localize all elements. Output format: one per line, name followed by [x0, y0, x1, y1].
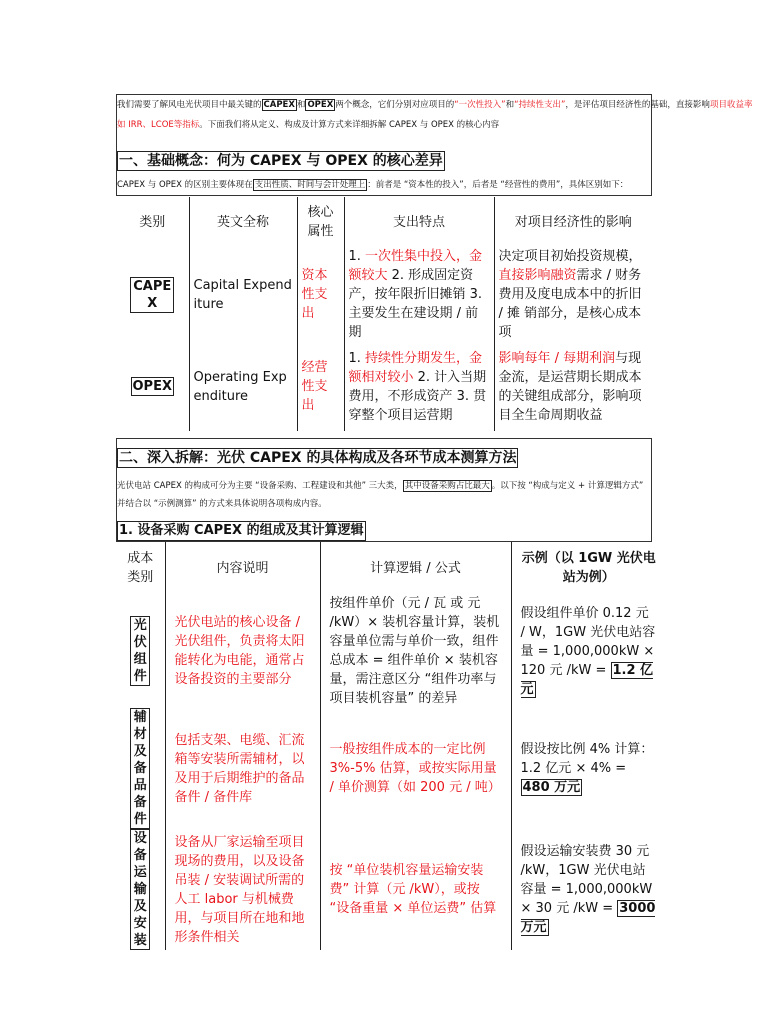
capex-opex-comparison-table — [116, 197, 652, 431]
section-1-heading: 一、基础概念：何为 CAPEX 与 OPEX 的核心差异 — [119, 153, 443, 169]
section-2-paragraph: 光伏电站 CAPEX 的构成可分为主要 “设备采购、工程建设和其他” 三大类， 其中设备采购占比最大 。以下按 “构成与定义 + 计算逻辑方式” 并结合以 “示例测算” 的方式来具体说明各项构成内容。 — [117, 481, 644, 509]
cost-category: 光伏组件 — [130, 616, 150, 686]
section-2-heading: 二、深入拆解：光伏 CAPEX 的具体构成及各环节成本测算方法 — [119, 450, 517, 466]
section-2 — [116, 438, 652, 542]
capex-term: CAPEX — [263, 100, 295, 110]
content-description: 设备从厂家运输至项目现场的费用，以及设备吊装 / 安装调试所需的人工 labor 与机械费用，与项目所在地和地形条件相关 — [165, 829, 320, 950]
intro-line-1: 我们需要了解风电光伏项目中最关键的 CAPEX 和 OPEX 两个概念，它们分别对应项目的“一次性投入”和“持续性支出”，是评估项目经济性的基础，直接影响项目收益率 — [117, 100, 753, 110]
opex-label: OPEX — [132, 379, 172, 394]
table-header-cell: 对项目经济性的影响 — [514, 214, 632, 230]
table-header-row — [116, 197, 652, 247]
table-header-cell: 核心属性 — [297, 197, 344, 247]
english-name: Operating Expenditure — [189, 342, 297, 431]
equipment-capex-table — [116, 542, 666, 950]
content-description: 包括支架、电缆、汇流箱等安装所需辅材，以及用于后期维护的备品备件 / 备件库 — [165, 708, 320, 829]
table-row — [116, 342, 652, 431]
core-attribute: 经营性支出 — [297, 342, 344, 431]
expense-feature: 1. 持续性分期发生，金额相对较小 2. 计入当期费用，不形成资产 3. 贯穿整个项目运营期 — [344, 342, 494, 431]
table-header-cell: 英文全称 — [189, 197, 297, 247]
intro-section — [116, 94, 753, 196]
economic-impact: 决定项目初始投资规模，直接影响融资需求 / 财务费用及度电成本中的折旧 / 摊 销部分，是核心成本项 — [498, 249, 642, 340]
table-row — [116, 247, 652, 342]
result-value: 1.2 亿元 — [520, 662, 654, 697]
example-calculation: 假设按比例 4% 计算：1.2 亿元 × 4% = 480 万元 — [520, 742, 654, 795]
definition-line: CAPEX 与 OPEX 的区别主要体现在 支出性质、时间与会计处理上 ：前者是 “资本性的投入”，后者是 “经营性的费用”，具体区别如下： — [117, 180, 629, 190]
table-header-cell: 内容说明 — [165, 542, 320, 594]
table-row — [116, 594, 666, 708]
result-value: 480 万元 — [522, 780, 581, 795]
calculation-logic: 一般按组件成本的一定比例 3%-5% 估算，或按实际用量 / 单价测算（如 200 元 / 吨） — [320, 708, 511, 829]
example-calculation: 假设运输安装费 30 元 /kW，1GW 光伏电站容量 = 1,000,000kW × 30 元 /kW = 3000 万元 — [520, 844, 656, 935]
table-header-cell: 计算逻辑 / 公式 — [320, 542, 511, 594]
example-calculation: 假设组件单价 0.12 元 / W，1GW 光伏电站容量 = 1,000,000kW × 120 元 /kW = 1.2 亿元 — [520, 605, 656, 697]
capex-label: CAPEX — [130, 277, 174, 313]
calculation-logic: 按组件单价（元 / 瓦 或 元 /kW）× 装机容量计算，装机容量单位需与单价一致，组件总成本 = 组件单价 × 装机容量，需注意区分 “组件功率与项目装机容量” 的差异 — [320, 594, 511, 708]
calculation-logic: 按 “单位装机容量运输安装费” 计算（元 /kW），或按 “设备重量 × 单位运费” 估算 — [320, 829, 511, 950]
cost-category: 设备运输及安装 — [130, 829, 150, 950]
expense-feature: 1. 一次性集中投入，金额较大 2. 形成固定资产，按年限折旧摊销 3. 主要发生在建设期 / 前期 — [344, 247, 494, 342]
table-header-cell: 支出特点 — [344, 197, 494, 247]
table-header-cell: 成本类别 — [116, 542, 165, 594]
opex-term: OPEX — [307, 100, 334, 110]
table-row — [116, 829, 666, 950]
table-header-cell: 示例（以 1GW 光伏电站为例） — [521, 551, 656, 585]
cost-category: 辅材及备品备件 — [130, 708, 150, 829]
table-row — [116, 708, 666, 829]
intro-line-2: 如 IRR、LCOE等指标。下面我们将从定义、构成及计算方式来详细拆解 CAPEX 与 OPEX 的核心内容 — [117, 120, 500, 130]
subsection-heading: 1. 设备采购 CAPEX 的组成及其计算逻辑 — [117, 521, 366, 541]
economic-impact: 影响每年 / 每期利润与现金流，是运营期长期成本的关键组成部分，影响项目全生命周期收益 — [498, 350, 642, 423]
result-value: 3000 万元 — [520, 901, 656, 935]
content-description: 光伏电站的核心设备 / 光伏组件，负责将太阳能转化为电能，通常占设备投资的主要部分 — [165, 594, 320, 708]
core-attribute: 资本性支出 — [297, 247, 344, 342]
table-header-cell: 类别 — [116, 197, 189, 247]
table-header-row — [116, 542, 666, 594]
english-name: Capital Expenditure — [189, 247, 297, 342]
